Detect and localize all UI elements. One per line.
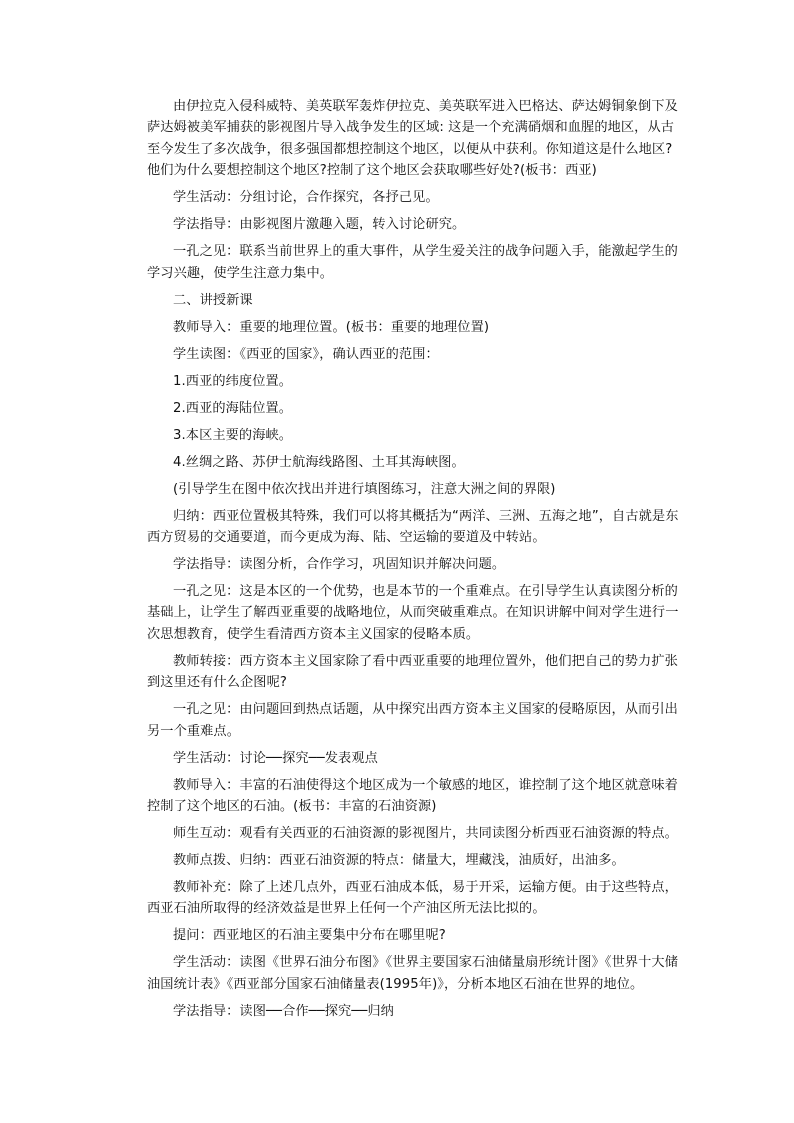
paragraph-opinion-2: 一孔之见：这是本区的一个优势，也是本节的一个重难点。在引导学生认真读图分析的基础上，让学生了解西亚重要的战略地位，从而突破重难点。在知识讲解中间对学生进行一次思想教育，使学生看清西方资本主义国家的侵略本质。 <box>147 584 679 642</box>
paragraph-student-activity: 学生活动：分组讨论，合作探究，各抒己见。 <box>173 190 439 206</box>
paragraph-guide-note: (引导学生在图中依次找出并进行填图练习，注意大洲之间的界限) <box>173 481 556 497</box>
paragraph-method-guide-2: 学法指导：读图分析，合作学习，巩固知识并解决问题。 <box>173 557 506 573</box>
list-item-3: 3.本区主要的海峡。 <box>173 427 293 443</box>
paragraph-student-map-reading: 学生读图：《西亚的国家》，确认西亚的范围： <box>173 346 439 362</box>
paragraph-opinion-3: 一孔之见：由问题回到热点话题，从中探究出西方资本主义国家的侵略原因，从而引出另一个重难点。 <box>147 702 678 739</box>
list-item-2: 2.西亚的海陆位置。 <box>173 400 293 416</box>
document-body <box>147 96 679 1028</box>
paragraph-student-activity-2: 学生活动：讨论──探究──发表观点 <box>173 750 378 766</box>
paragraph-question: 提问：西亚地区的石油主要集中分布在哪里呢? <box>173 928 446 944</box>
paragraph-teacher-transition: 教师转接：西方资本主义国家除了看中西亚重要的地理位置外，他们把自己的势力扩张到这里还有什么企图呢? <box>147 653 678 691</box>
paragraph-student-activity-3: 学生活动：读图《世界石油分布图》《世界主要国家石油储量扇形统计图》《世界十大储油国统计表》《西亚部分国家石油储量表(1995年)》，分析本地区石油在世界的地位。 <box>147 955 679 992</box>
list-item-1: 1.西亚的纬度位置。 <box>173 373 293 389</box>
paragraph-teacher-intro-2: 教师导入：丰富的石油使得这个地区成为一个敏感的地区，谁控制了这个地区就意味着控制了这个地区的石油。(板书：丰富的石油资源) <box>147 777 678 815</box>
paragraph-teacher-supplement: 教师补充：除了上述几点外，西亚石油成本低，易于开采，运输方便。由于这些特点，西亚石油所取得的经济效益是世界上任何一个产油区所无法比拟的。 <box>147 880 678 917</box>
paragraph-opinion: 一孔之见：联系当前世界上的重大事件，从学生爱关注的战争问题入手，能激起学生的学习兴趣，使学生注意力集中。 <box>147 244 678 281</box>
section-heading-new-lesson: 二、讲授新课 <box>173 292 253 308</box>
paragraph-interaction: 师生互动：观看有关西亚的石油资源的影视图片，共同读图分析西亚石油资源的特点。 <box>173 826 678 842</box>
paragraph-intro: 由伊拉克入侵科威特、美英联军轰炸伊拉克、美英联军进入巴格达、萨达姆铜象倒下及萨达姆被美军捕获的影视图片导入战争发生的区域: 这是一个充满硝烟和血腥的地区，从古至今发生了多次战争，很多强国都想控制这个地区，以便从中获利。你知道这是什么地区?他们为什么要想控制这个地区?控制了这个地区会获取哪些好处?(板书：西亚) <box>147 99 678 179</box>
paragraph-summary: 归纳：西亚位置极其特殊，我们可以将其概括为“两洋、三洲、五海之地”，自古就是东西方贸易的交通要道，而今更成为海、陆、空运输的要道及中转站。 <box>147 508 679 546</box>
paragraph-method-guide-3: 学法指导：读图──合作──探究──归纳 <box>173 1003 394 1019</box>
paragraph-teacher-intro: 教师导入：重要的地理位置。(板书：重要的地理位置) <box>173 319 490 335</box>
paragraph-teacher-summary: 教师点拨、归纳：西亚石油资源的特点：储量大，埋藏浅，油质好，出油多。 <box>173 853 625 869</box>
paragraph-method-guide: 学法指导：由影视图片激趣入题，转入讨论研究。 <box>173 217 466 233</box>
list-item-4: 4.丝绸之路、苏伊士航海线路图、土耳其海峡图。 <box>173 454 465 470</box>
